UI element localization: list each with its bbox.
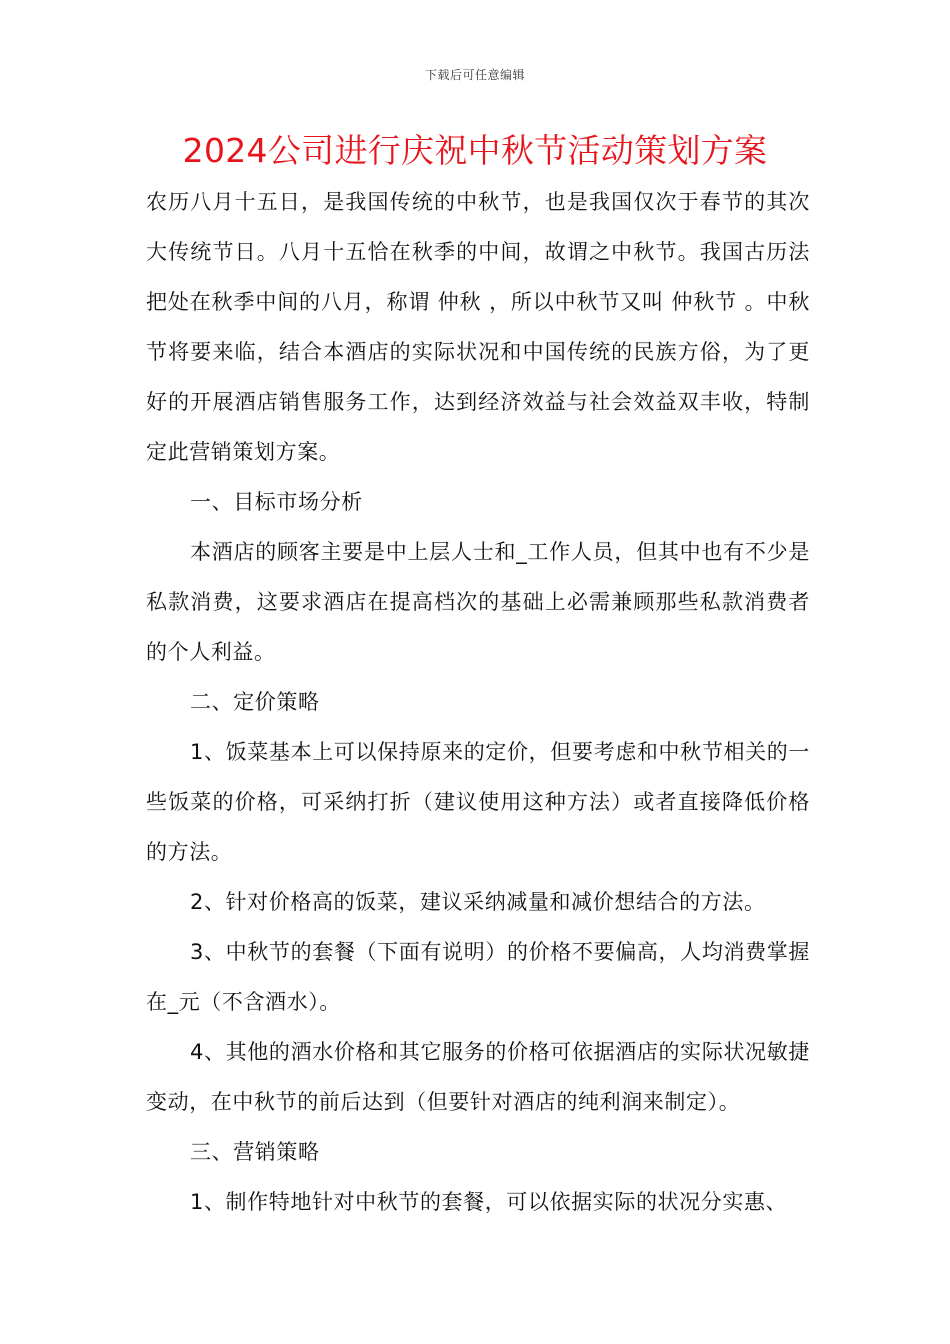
document-title: 2024公司进行庆祝中秋节活动策划方案 — [182, 131, 768, 170]
section-heading-pricing: 二、定价策略 — [190, 690, 320, 714]
paragraph-pricing-2: 2、针对价格高的饭菜，建议采纳减量和减价想结合的方法。 — [190, 890, 766, 914]
page-header-note: 下载后可任意编辑 — [424, 68, 525, 82]
paragraph-target-market: 本酒店的顾客主要是中上层人士和_工作人员，但其中也有不少是私款消费，这要求酒店在提高档次的基础上必需兼顾那些私款消费者的个人利益。 — [146, 540, 810, 664]
section-heading-marketing: 三、营销策略 — [190, 1140, 320, 1164]
paragraph-marketing-1: 1、制作特地针对中秋节的套餐，可以依据实际的状况分实惠、 — [190, 1190, 788, 1214]
paragraph-pricing-1: 1、饭菜基本上可以保持原来的定价，但要考虑和中秋节相关的一些饭菜的价格，可采纳打折（建议使用这种方法）或者直接降低价格的方法。 — [146, 740, 810, 864]
section-heading-target-market: 一、目标市场分析 — [190, 490, 363, 514]
document-body — [146, 177, 810, 1227]
paragraph-pricing-4: 4、其他的酒水价格和其它服务的价格可依据酒店的实际状况敏捷变动，在中秋节的前后达到（但要针对酒店的纯利润来制定）。 — [146, 1040, 810, 1114]
paragraph-pricing-3: 3、中秋节的套餐（下面有说明）的价格不要偏高，人均消费掌握在_元（不含酒水）。 — [146, 940, 810, 1014]
paragraph-intro: 农历八月十五日，是我国传统的中秋节，也是我国仅次于春节的其次大传统节日。八月十五恰在秋季的中间，故谓之中秋节。我国古历法把处在秋季中间的八月，称谓 仲秋 ，所以中秋节又叫 仲秋节 。中秋节将要来临，结合本酒店的实际状况和中国传统的民族方俗，为了更好的开展酒店销售服务工作，达到经济效益与社会效益双丰收，特制定此营销策划方案。 — [146, 190, 810, 464]
